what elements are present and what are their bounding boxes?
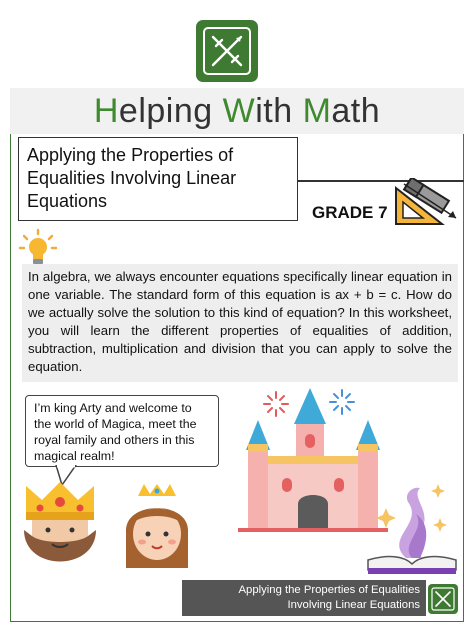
- lightbulb-icon: [18, 228, 58, 268]
- magic-book-icon: [364, 478, 460, 576]
- triangle-ruler-icon: [390, 178, 462, 226]
- footer-caption: [182, 580, 426, 616]
- footer-caption-line2: Involving Linear Equations: [287, 599, 420, 611]
- site-title: Helping With Math: [93, 92, 381, 130]
- ruler-pencil-logo-icon: [196, 20, 258, 82]
- worksheet-title: Applying the Properties of Equalities Involving Linear Equations: [18, 137, 298, 221]
- grade-label: GRADE 7: [312, 203, 388, 222]
- footer-logo-icon: [428, 584, 458, 614]
- footer-caption-line1: Applying the Properties of Equalities: [238, 584, 420, 596]
- speech-bubble: I’m king Arty and welcome to the world of Magica, meet the royal family and others in this magical realm!: [25, 395, 219, 467]
- king-icon: [18, 478, 102, 572]
- intro-paragraph: In algebra, we always encounter equations specifically linear equation in one variable. The standard form of this equation is ax + b = c. How do we actually solve the solution to this kind of equation? In this worksheet, you will learn the different properties of equalities of addition, subtraction, multiplication and division that you can apply to solve the equation.: [22, 264, 458, 382]
- site-title-band: [10, 88, 464, 134]
- queen-icon: [120, 482, 194, 572]
